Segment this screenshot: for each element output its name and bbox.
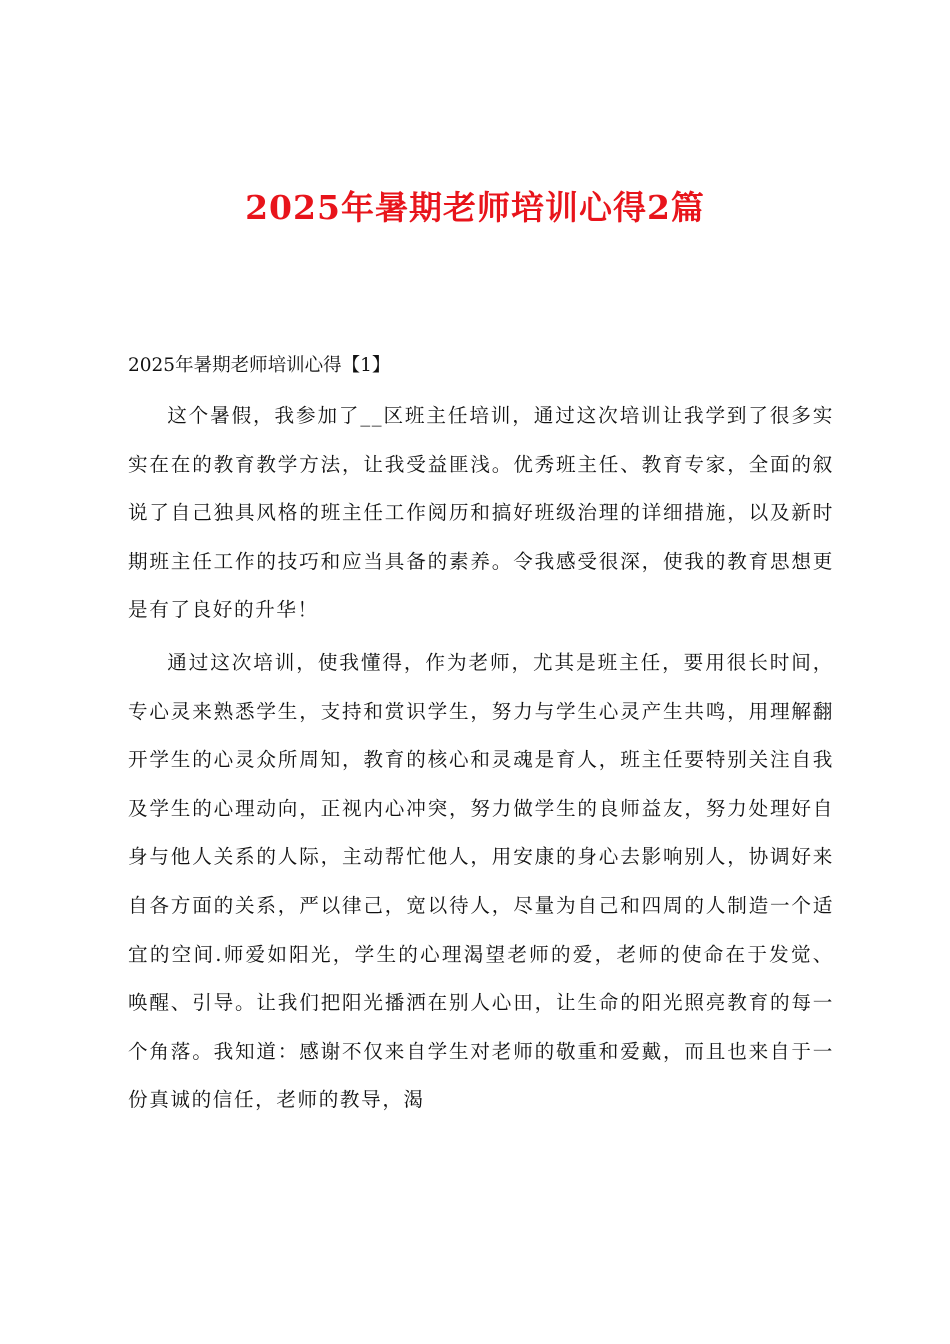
paragraph-2: 通过这次培训，使我懂得，作为老师，尤其是班主任，要用很长时间，专心灵来熟悉学生，支持和赏识学生，努力与学生心灵产生共鸣，用理解翻开学生的心灵众所周知，教育的核心和灵魂是育人，班主任要特别关注自我及学生的心理动向，正视内心冲突，努力做学生的良师益友，努力处理好自身与他人关系的人际，主动帮忙他人，用安康的身心去影响别人，协调好来自各方面的关系，严以律己，宽以待人，尽量为自己和四周的人制造一个适宜的空间.师爱如阳光，学生的心理渴望老师的爱，老师的使命在于发觉、唤醒、引导。让我们把阳光播洒在别人心田，让生命的阳光照亮教育的每一个角落。我知道：感谢不仅来自学生对老师的敬重和爱戴，而且也来自于一份真诚的信任，老师的教导，渴 bbox=[128, 650, 834, 1112]
paragraph-1: 这个暑假，我参加了__区班主任培训，通过这次培训让我学到了很多实实在在的教育教学方法，让我受益匪浅。优秀班主任、教育专家，全面的叙说了自己独具风格的班主任工作阅历和搞好班级治理的详细措施，以及新时期班主任工作的技巧和应当具备的素养。令我感受很深，使我的教育思想更是有了良好的升华！ bbox=[128, 404, 834, 622]
document-title: 2025年暑期老师培训心得2篇 bbox=[245, 188, 705, 227]
section-heading: 2025年暑期老师培训心得【1】 bbox=[128, 355, 391, 376]
document-body bbox=[128, 392, 834, 1125]
